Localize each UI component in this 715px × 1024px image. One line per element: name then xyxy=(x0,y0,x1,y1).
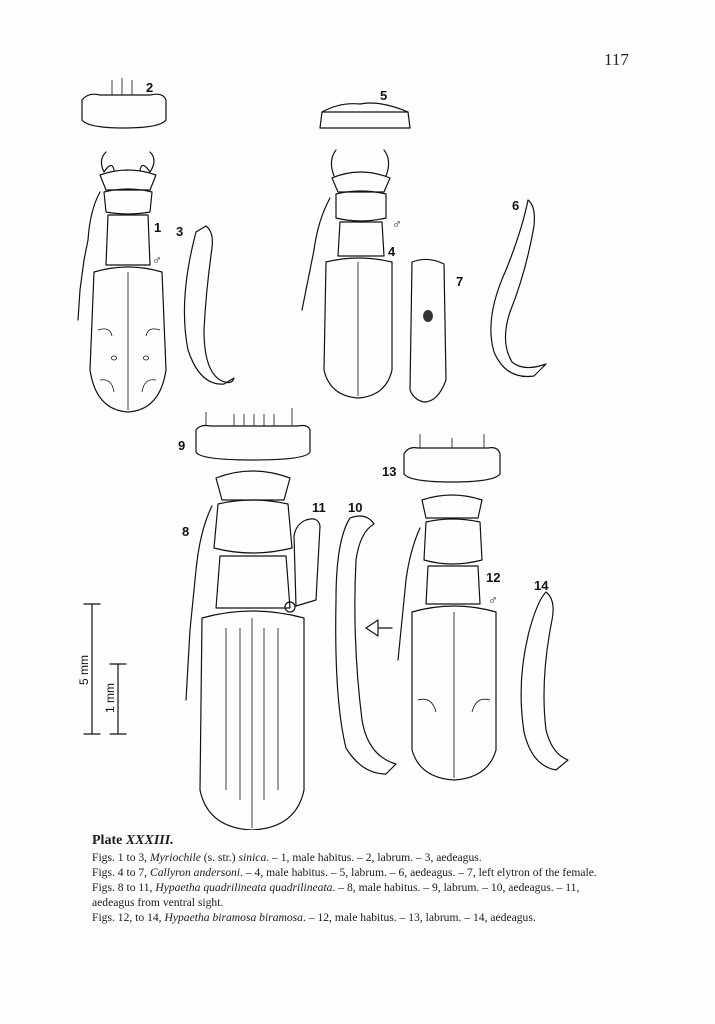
labrum-drawing-fig5 xyxy=(320,103,410,128)
labrum-drawing-fig2 xyxy=(82,78,166,128)
aedeagus-drawing-fig10 xyxy=(336,516,396,774)
figure-label-2: 2 xyxy=(146,80,154,95)
elytron-drawing-fig7 xyxy=(410,259,446,402)
figure-label-11: 11 xyxy=(312,500,326,515)
page-number: 117 xyxy=(604,50,629,69)
figure-label-13: 13 xyxy=(382,464,397,479)
habitus-drawing-fig4 xyxy=(302,150,392,398)
caption-line-figs-8-11: Figs. 8 to 11, Hypaetha quadrilineata quadrilineata. – 8, male habitus. – 9, labrum. – 10, aedeagus. – 11, aedeagus from ventral sight. xyxy=(92,881,580,909)
male-symbol-fig4: ♂ xyxy=(392,216,402,231)
male-symbol-fig12: ♂ xyxy=(488,592,498,607)
habitus-drawing-fig1 xyxy=(78,152,166,412)
figure-label-4: 4 xyxy=(388,244,396,259)
scale-label-5mm: 5 mm xyxy=(77,655,91,685)
figure-label-3: 3 xyxy=(176,224,184,239)
labrum-drawing-fig9 xyxy=(196,408,310,460)
scale-label-1mm: 1 mm xyxy=(103,683,117,713)
labrum-drawing-fig13 xyxy=(404,434,500,482)
figure-label-5: 5 xyxy=(380,88,388,103)
figure-label-10: 10 xyxy=(348,500,363,515)
figure-label-12: 12 xyxy=(486,570,501,585)
figure-label-14: 14 xyxy=(534,578,549,593)
figure-label-9: 9 xyxy=(178,438,186,453)
caption-line-figs-12-14: Figs. 12, to 14, Hypaetha biramosa biramosa. – 12, male habitus. – 13, labrum. – 14, aedeagus. xyxy=(92,911,536,924)
caption-title: Plate XXXIII. xyxy=(92,833,174,848)
habitus-drawing-fig12 xyxy=(398,495,496,780)
caption-line-figs-1-3: Figs. 1 to 3, Myriochile (s. str.) sinica. – 1, male habitus. – 2, labrum. – 3, aedeagus. xyxy=(92,851,482,864)
figure-label-1: 1 xyxy=(154,220,162,235)
habitus-drawing-fig8 xyxy=(186,471,304,830)
aedeagus-drawing-fig3 xyxy=(184,226,234,384)
figure-label-6: 6 xyxy=(512,198,520,213)
figure-label-7: 7 xyxy=(456,274,464,289)
plate-caption xyxy=(92,833,622,925)
aedeagus-drawing-fig6 xyxy=(491,200,546,377)
caption-line-figs-4-7: Figs. 4 to 7, Callyron andersoni. – 4, male habitus. – 5, labrum. – 6, aedeagus. – 7, left elytron of the female. xyxy=(92,866,597,879)
aedeagus-drawing-fig14 xyxy=(521,592,568,770)
figure-label-8: 8 xyxy=(182,524,190,539)
male-symbol-fig1: ♂ xyxy=(152,252,162,267)
